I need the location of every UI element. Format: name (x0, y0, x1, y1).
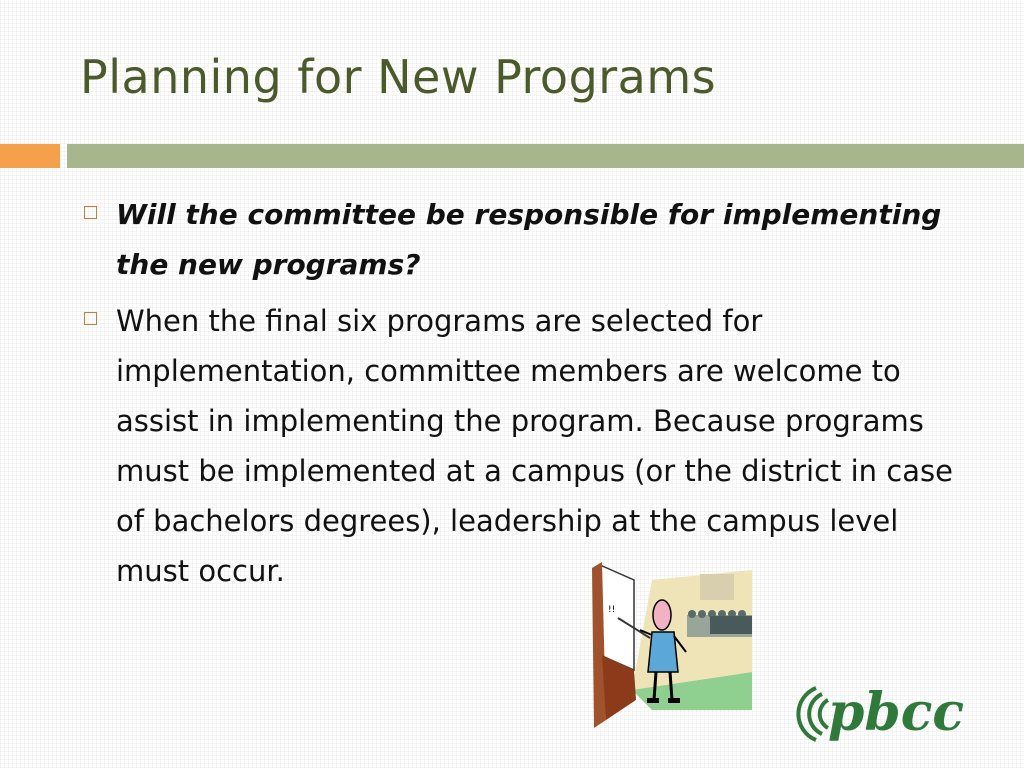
slide-title: Planning for New Programs (80, 50, 717, 104)
bullet-item-question (80, 190, 980, 290)
accent-bar-orange (0, 144, 60, 168)
pbcc-logo (776, 678, 992, 750)
teacher-clipart (592, 560, 762, 730)
bullet-list (80, 190, 980, 602)
square-bullet-icon (84, 312, 97, 325)
square-bullet-icon (84, 206, 97, 219)
bullet-text: When the final six programs are selected for implementation, committee members are welcome to assist in implementing the program. Because programs must be implemented at a campus (or the district in case of bachelors degrees), leadership at the campus level must occur. (116, 304, 953, 588)
svg-text:!!: !! (608, 605, 616, 615)
bullet-item-answer (80, 296, 980, 596)
accent-bar-green (67, 144, 1024, 168)
logo-wordmark: pbcc (828, 682, 965, 743)
bullet-text: Will the committee be responsible for implementing the new programs? (116, 198, 942, 281)
